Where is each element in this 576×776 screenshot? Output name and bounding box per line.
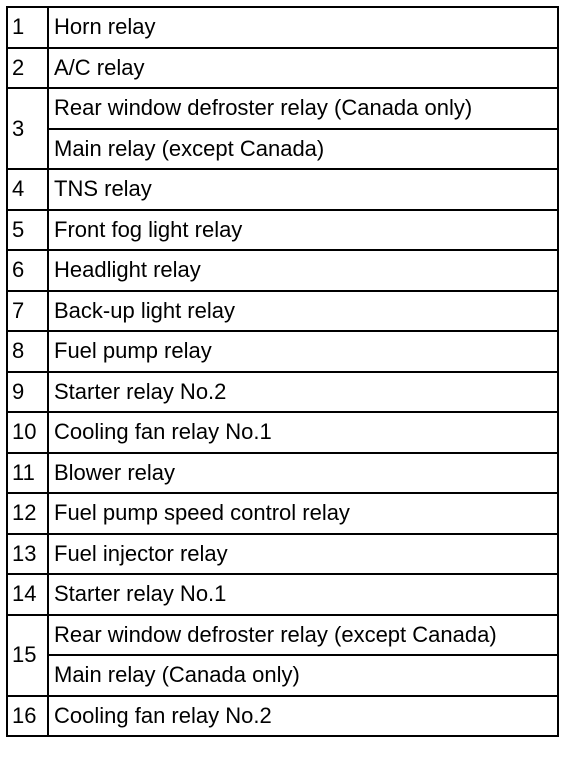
relay-description: Fuel pump speed control relay [48,493,558,534]
table-row [7,493,558,534]
table-row [7,48,558,89]
relay-number: 15 [7,615,48,696]
relay-description: Fuel pump relay [48,331,558,372]
relay-number: 8 [7,331,48,372]
relay-description: Back-up light relay [48,291,558,332]
relay-number: 3 [7,88,48,169]
table-row [7,534,558,575]
table-row [7,331,558,372]
relay-number: 2 [7,48,48,89]
relay-description: Rear window defroster relay (Canada only) [48,88,558,129]
table-row [7,7,558,48]
table-row [7,210,558,251]
table-row [7,615,558,656]
relay-table [6,6,559,737]
relay-number: 12 [7,493,48,534]
relay-number: 10 [7,412,48,453]
table-row [7,696,558,737]
relay-number: 6 [7,250,48,291]
relay-description: Blower relay [48,453,558,494]
relay-description: Headlight relay [48,250,558,291]
relay-number: 9 [7,372,48,413]
relay-description: Starter relay No.2 [48,372,558,413]
table-row [7,88,558,129]
relay-number: 5 [7,210,48,251]
relay-description: Fuel injector relay [48,534,558,575]
relay-description: TNS relay [48,169,558,210]
relay-description: Cooling fan relay No.1 [48,412,558,453]
relay-description: Cooling fan relay No.2 [48,696,558,737]
relay-number: 7 [7,291,48,332]
table-row [7,655,558,696]
relay-number: 1 [7,7,48,48]
relay-description: Rear window defroster relay (except Canada) [48,615,558,656]
table-row [7,453,558,494]
table-row [7,412,558,453]
relay-description: A/C relay [48,48,558,89]
relay-number: 14 [7,574,48,615]
relay-description: Front fog light relay [48,210,558,251]
relay-description: Main relay (except Canada) [48,129,558,170]
table-row [7,129,558,170]
relay-number: 11 [7,453,48,494]
relay-description: Main relay (Canada only) [48,655,558,696]
table-row [7,169,558,210]
relay-description: Horn relay [48,7,558,48]
table-row [7,372,558,413]
table-row [7,574,558,615]
relay-number: 16 [7,696,48,737]
relay-number: 13 [7,534,48,575]
relay-description: Starter relay No.1 [48,574,558,615]
relay-number: 4 [7,169,48,210]
table-row [7,291,558,332]
table-row [7,250,558,291]
